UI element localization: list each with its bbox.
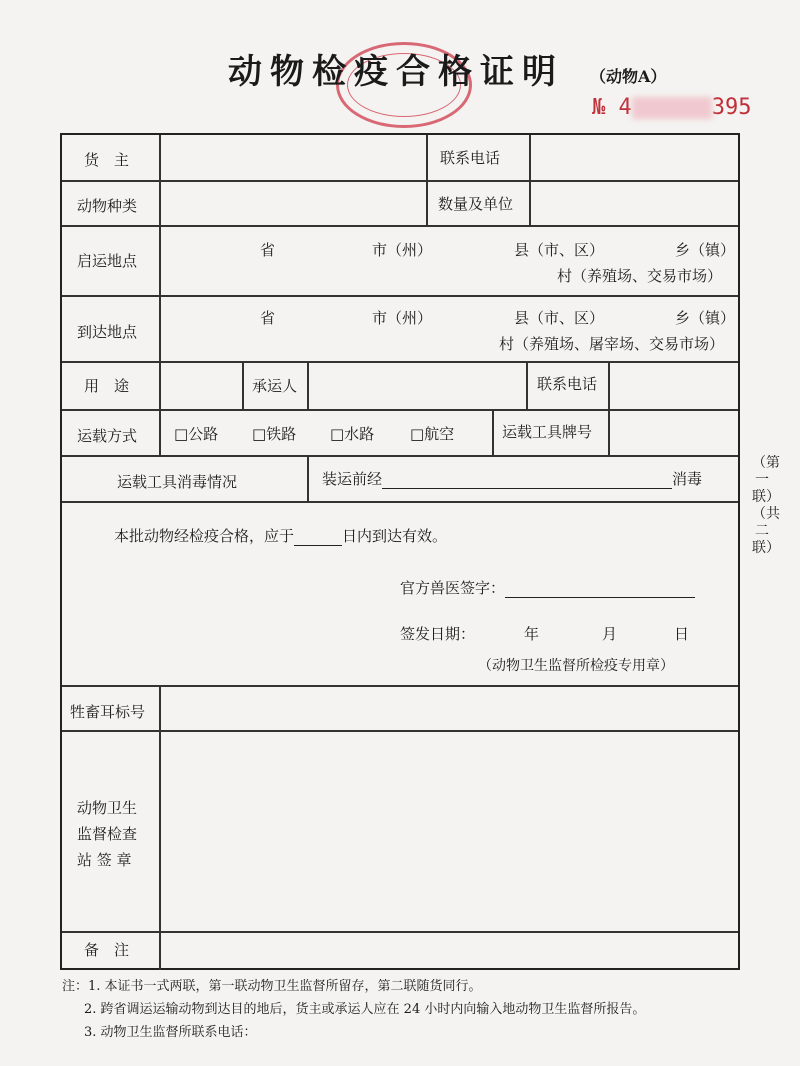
serial-number: № 4 395 xyxy=(592,95,752,120)
dest-township: 乡（镇） xyxy=(675,309,736,327)
origin-village: 村（养殖场、交易市场） xyxy=(557,267,723,285)
label-disinfection: 运载工具消毒情况 xyxy=(117,473,238,491)
origin-province: 省 xyxy=(260,241,276,259)
mode-air-checkbox[interactable]: □航空 xyxy=(410,425,455,443)
dest-county: 县（市、区） xyxy=(514,309,605,327)
label-transport-mode: 运载方式 xyxy=(77,427,138,445)
mode-rail-checkbox[interactable]: □铁路 xyxy=(252,425,297,443)
redacted-digits xyxy=(632,97,712,119)
mode-water-checkbox[interactable]: □水路 xyxy=(330,425,375,443)
copy-label: （第一联）（共二联） xyxy=(752,455,780,556)
label-destination: 到达地点 xyxy=(77,323,138,341)
label-origin: 启运地点 xyxy=(77,252,138,270)
document-subtitle: （动物A） xyxy=(590,67,667,86)
dest-city: 市（州） xyxy=(372,309,433,327)
label-purpose: 用 途 xyxy=(84,377,130,395)
note-2: 2. 跨省调运运输动物到达目的地后，货主或承运人应在 24 小时内向输入地动物卫生监督所报告。 xyxy=(84,1002,646,1017)
label-quantity-unit: 数量及单位 xyxy=(438,195,514,213)
dest-village: 村（养殖场、屠宰场、交易市场） xyxy=(499,335,725,353)
validity-days-field[interactable] xyxy=(294,527,342,546)
document-title: 动物检疫合格证明 xyxy=(228,52,564,92)
validity-statement: 本批动物经检疫合格，应于 日内到达有效。 xyxy=(114,527,448,545)
label-animal-type: 动物种类 xyxy=(77,197,138,215)
origin-county: 县（市、区） xyxy=(514,241,605,259)
label-ear-tag: 牲畜耳标号 xyxy=(70,703,146,721)
vet-signature-field[interactable] xyxy=(505,579,695,598)
mode-road-checkbox[interactable]: □公路 xyxy=(174,425,219,443)
label-remarks: 备 注 xyxy=(84,941,130,959)
seal-note: （动物卫生监督所检疫专用章） xyxy=(478,658,674,674)
origin-township: 乡（镇） xyxy=(675,241,736,259)
certificate-form xyxy=(60,133,740,970)
note-1: 注：1. 本证书一式两联，第一联动物卫生监督所留存，第二联随货同行。 xyxy=(62,979,482,994)
label-contact-phone: 联系电话 xyxy=(440,149,501,167)
label-owner: 货 主 xyxy=(84,151,130,169)
issue-day: 日 xyxy=(674,625,690,643)
vet-signature: 官方兽医签字： xyxy=(400,577,695,598)
dest-province: 省 xyxy=(260,309,276,327)
label-carrier: 承运人 xyxy=(252,377,298,395)
label-checkpoint-seal: 动物卫生 监督检查 站 签 章 xyxy=(77,799,138,869)
label-carrier-phone: 联系电话 xyxy=(537,375,598,393)
disinfection-line: 装运前经 消毒 xyxy=(322,470,703,488)
disinfection-field[interactable] xyxy=(382,470,672,489)
label-issue-date: 签发日期： xyxy=(400,625,476,643)
owner-field[interactable] xyxy=(160,136,425,179)
issue-month: 月 xyxy=(602,625,618,643)
issue-year: 年 xyxy=(524,625,540,643)
footnotes xyxy=(62,975,645,1044)
note-3: 3. 动物卫生监督所联系电话： xyxy=(84,1025,257,1040)
origin-city: 市（州） xyxy=(372,241,433,259)
label-vehicle-plate: 运载工具牌号 xyxy=(502,423,593,441)
